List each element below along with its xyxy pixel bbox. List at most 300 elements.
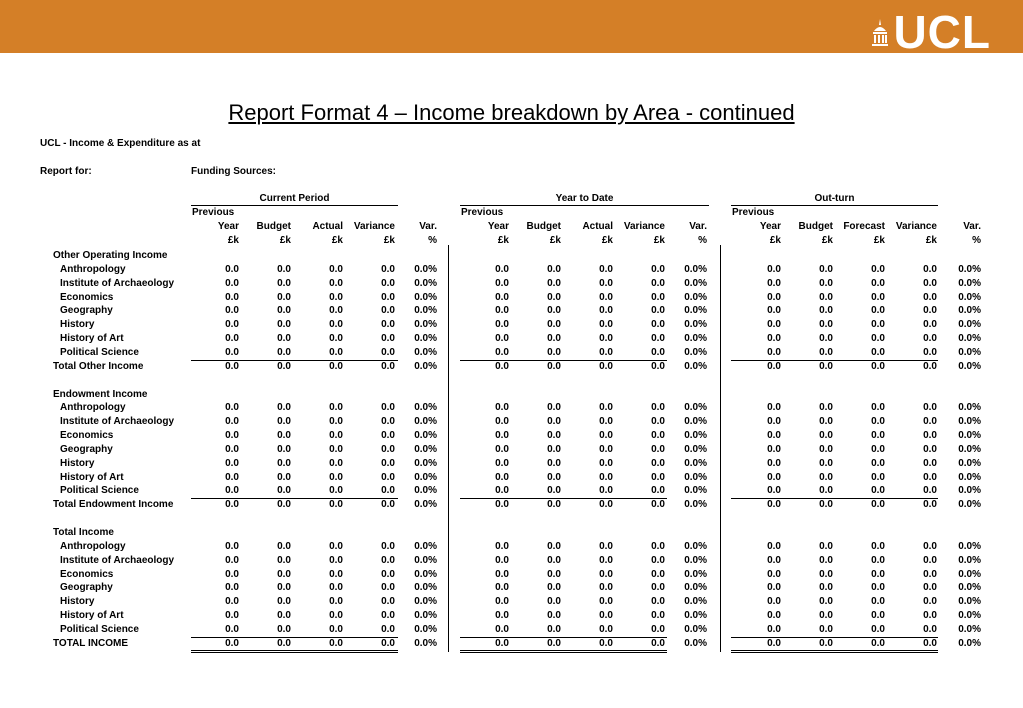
- column-header: Year: [487, 221, 509, 232]
- cell-value: 0.0%: [414, 596, 437, 608]
- report-for-label: Report for:: [40, 166, 92, 177]
- total-value: 0.0: [225, 499, 239, 511]
- cell-value: 0.0: [767, 416, 781, 428]
- cell-value: 0.0: [495, 540, 509, 552]
- cell-value: 0.0: [547, 623, 561, 635]
- cell-value: 0.0%: [684, 582, 707, 594]
- cell-value: 0.0: [381, 277, 395, 289]
- cell-value: 0.0%: [958, 319, 981, 331]
- cell-value: 0.0: [871, 443, 885, 455]
- cell-value: 0.0: [819, 443, 833, 455]
- cell-value: 0.0%: [958, 416, 981, 428]
- total-row-label: TOTAL INCOME: [53, 637, 128, 649]
- cell-value: 0.0: [277, 277, 291, 289]
- cell-value: 0.0%: [958, 540, 981, 552]
- page-title: Report Format 4 – Income breakdown by Area - continued: [228, 100, 795, 125]
- cell-value: 0.0: [599, 457, 613, 469]
- column-divider: [720, 245, 721, 652]
- cell-value: 0.0%: [684, 554, 707, 566]
- total-value: 0.0: [225, 360, 239, 372]
- cell-value: 0.0: [381, 568, 395, 580]
- cell-value: 0.0: [871, 471, 885, 483]
- row-label: Anthropology: [60, 540, 126, 552]
- row-label: Political Science: [60, 623, 139, 635]
- cell-value: 0.0%: [958, 291, 981, 303]
- total-value: 0.0: [599, 637, 613, 649]
- total-value: 0.0: [819, 637, 833, 649]
- cell-value: 0.0%: [958, 277, 981, 289]
- cell-value: 0.0%: [414, 402, 437, 414]
- column-header: £k: [925, 235, 937, 246]
- cell-value: 0.0%: [958, 610, 981, 622]
- cell-value: 0.0: [381, 457, 395, 469]
- cell-value: 0.0%: [958, 582, 981, 594]
- cell-value: 0.0: [599, 402, 613, 414]
- cell-value: 0.0: [923, 346, 937, 358]
- column-header: Previous: [732, 207, 775, 218]
- cell-value: 0.0: [381, 346, 395, 358]
- cell-value: 0.0: [277, 305, 291, 317]
- total-value: 0.0: [871, 637, 885, 649]
- cell-value: 0.0: [923, 582, 937, 594]
- cell-value: 0.0: [767, 291, 781, 303]
- cell-value: 0.0: [277, 582, 291, 594]
- cell-value: 0.0%: [684, 485, 707, 497]
- row-label: History of Art: [60, 333, 124, 345]
- cell-value: 0.0: [871, 582, 885, 594]
- total-value: 0.0: [599, 360, 613, 372]
- cell-value: 0.0: [277, 319, 291, 331]
- cell-value: 0.0: [871, 263, 885, 275]
- cell-value: 0.0: [599, 305, 613, 317]
- cell-value: 0.0: [819, 346, 833, 358]
- total-value: 0.0: [547, 499, 561, 511]
- cell-value: 0.0: [651, 416, 665, 428]
- cell-value: 0.0: [495, 471, 509, 483]
- cell-value: 0.0: [277, 291, 291, 303]
- total-value: 0.0: [767, 499, 781, 511]
- column-header: Year: [217, 221, 239, 232]
- cell-value: 0.0: [767, 471, 781, 483]
- column-header: £k: [601, 235, 613, 246]
- cell-value: 0.0: [329, 346, 343, 358]
- cell-value: 0.0: [819, 582, 833, 594]
- cell-value: 0.0: [495, 305, 509, 317]
- cell-value: 0.0: [329, 554, 343, 566]
- cell-value: 0.0: [225, 582, 239, 594]
- total-value: 0.0: [495, 499, 509, 511]
- cell-value: 0.0%: [414, 291, 437, 303]
- cell-value: 0.0: [381, 333, 395, 345]
- cell-value: 0.0%: [414, 582, 437, 594]
- total-value: 0.0%: [958, 499, 981, 511]
- cell-value: 0.0: [329, 305, 343, 317]
- cell-value: 0.0: [819, 554, 833, 566]
- cell-value: 0.0%: [958, 346, 981, 358]
- cell-value: 0.0: [819, 610, 833, 622]
- cell-value: 0.0: [495, 346, 509, 358]
- cell-value: 0.0: [381, 416, 395, 428]
- section-heading: Endowment Income: [53, 388, 148, 400]
- cell-value: 0.0: [599, 471, 613, 483]
- cell-value: 0.0: [495, 291, 509, 303]
- cell-value: 0.0: [225, 596, 239, 608]
- total-value: 0.0: [277, 637, 291, 649]
- row-label: Political Science: [60, 485, 139, 497]
- column-header: %: [972, 235, 981, 246]
- cell-value: 0.0: [871, 319, 885, 331]
- group-header: Out-turn: [731, 193, 938, 206]
- cell-value: 0.0%: [414, 346, 437, 358]
- cell-value: 0.0: [651, 540, 665, 552]
- cell-value: 0.0: [277, 416, 291, 428]
- cell-value: 0.0%: [684, 305, 707, 317]
- total-value: 0.0%: [684, 499, 707, 511]
- cell-value: 0.0: [381, 623, 395, 635]
- cell-value: 0.0: [547, 291, 561, 303]
- total-value: 0.0: [329, 499, 343, 511]
- total-value: 0.0%: [684, 637, 707, 649]
- total-value: 0.0%: [414, 360, 437, 372]
- cell-value: 0.0: [547, 610, 561, 622]
- cell-value: 0.0: [547, 416, 561, 428]
- row-label: Geography: [60, 582, 113, 594]
- column-header: £k: [383, 235, 395, 246]
- total-value: 0.0%: [958, 360, 981, 372]
- header-banner: [0, 0, 1023, 58]
- cell-value: 0.0: [923, 623, 937, 635]
- cell-value: 0.0: [819, 568, 833, 580]
- cell-value: 0.0: [277, 554, 291, 566]
- column-header: Variance: [623, 221, 665, 232]
- cell-value: 0.0: [225, 416, 239, 428]
- cell-value: 0.0: [871, 457, 885, 469]
- cell-value: 0.0%: [684, 263, 707, 275]
- column-header: Budget: [798, 221, 833, 232]
- cell-value: 0.0: [767, 485, 781, 497]
- cell-value: 0.0: [767, 277, 781, 289]
- column-header: Var.: [963, 221, 981, 232]
- cell-value: 0.0: [495, 263, 509, 275]
- cell-value: 0.0: [495, 582, 509, 594]
- cell-value: 0.0%: [684, 416, 707, 428]
- row-label: History: [60, 457, 95, 469]
- cell-value: 0.0: [277, 263, 291, 275]
- cell-value: 0.0: [599, 443, 613, 455]
- column-header: Year: [759, 221, 781, 232]
- cell-value: 0.0%: [958, 471, 981, 483]
- cell-value: 0.0: [767, 402, 781, 414]
- cell-value: 0.0: [923, 471, 937, 483]
- cell-value: 0.0: [381, 554, 395, 566]
- cell-value: 0.0: [381, 540, 395, 552]
- cell-value: 0.0: [871, 485, 885, 497]
- cell-value: 0.0: [819, 291, 833, 303]
- row-label: History: [60, 319, 95, 331]
- row-label: Economics: [60, 291, 114, 303]
- cell-value: 0.0: [871, 623, 885, 635]
- cell-value: 0.0: [225, 333, 239, 345]
- cell-value: 0.0: [651, 346, 665, 358]
- row-label: Geography: [60, 305, 113, 317]
- cell-value: 0.0: [871, 416, 885, 428]
- cell-value: 0.0: [547, 333, 561, 345]
- cell-value: 0.0: [329, 623, 343, 635]
- row-label: Institute of Archaeology: [60, 277, 175, 289]
- cell-value: 0.0%: [958, 554, 981, 566]
- section-heading: Total Income: [53, 527, 114, 538]
- column-header: Var.: [689, 221, 707, 232]
- cell-value: 0.0: [599, 319, 613, 331]
- cell-value: 0.0: [225, 443, 239, 455]
- cell-value: 0.0: [547, 554, 561, 566]
- portico-icon: [871, 17, 889, 47]
- funding-sources-label: Funding Sources:: [191, 166, 276, 177]
- total-row-label: Total Other Income: [53, 360, 144, 372]
- row-label: Economics: [60, 430, 114, 442]
- cell-value: 0.0: [547, 443, 561, 455]
- cell-value: 0.0: [495, 443, 509, 455]
- cell-value: 0.0%: [958, 305, 981, 317]
- column-header: Previous: [461, 207, 504, 218]
- cell-value: 0.0: [225, 346, 239, 358]
- cell-value: 0.0: [923, 333, 937, 345]
- cell-value: 0.0%: [958, 333, 981, 345]
- cell-value: 0.0%: [684, 568, 707, 580]
- cell-value: 0.0%: [684, 540, 707, 552]
- cell-value: 0.0: [923, 457, 937, 469]
- cell-value: 0.0: [381, 263, 395, 275]
- cell-value: 0.0%: [684, 623, 707, 635]
- cell-value: 0.0: [819, 596, 833, 608]
- cell-value: 0.0: [819, 623, 833, 635]
- cell-value: 0.0: [381, 471, 395, 483]
- cell-value: 0.0: [329, 568, 343, 580]
- total-double-rule: [191, 652, 398, 653]
- cell-value: 0.0: [277, 471, 291, 483]
- row-label: Institute of Archaeology: [60, 554, 175, 566]
- cell-value: 0.0: [871, 305, 885, 317]
- cell-value: 0.0: [767, 430, 781, 442]
- cell-value: 0.0: [329, 485, 343, 497]
- cell-value: 0.0: [651, 623, 665, 635]
- cell-value: 0.0: [495, 416, 509, 428]
- cell-value: 0.0: [329, 540, 343, 552]
- column-header: Variance: [895, 221, 937, 232]
- cell-value: 0.0: [923, 430, 937, 442]
- cell-value: 0.0%: [684, 291, 707, 303]
- cell-value: 0.0%: [414, 416, 437, 428]
- cell-value: 0.0: [225, 610, 239, 622]
- cell-value: 0.0: [277, 596, 291, 608]
- row-label: History of Art: [60, 610, 124, 622]
- cell-value: 0.0: [277, 540, 291, 552]
- cell-value: 0.0: [329, 277, 343, 289]
- cell-value: 0.0: [329, 582, 343, 594]
- cell-value: 0.0: [819, 333, 833, 345]
- cell-value: 0.0: [599, 333, 613, 345]
- cell-value: 0.0%: [414, 623, 437, 635]
- cell-value: 0.0%: [684, 319, 707, 331]
- cell-value: 0.0: [547, 596, 561, 608]
- cell-value: 0.0: [651, 554, 665, 566]
- cell-value: 0.0: [651, 305, 665, 317]
- cell-value: 0.0%: [684, 596, 707, 608]
- cell-value: 0.0: [225, 568, 239, 580]
- total-double-rule: [191, 650, 398, 651]
- total-value: 0.0: [277, 360, 291, 372]
- cell-value: 0.0: [225, 430, 239, 442]
- cell-value: 0.0%: [414, 471, 437, 483]
- cell-value: 0.0: [495, 457, 509, 469]
- total-value: 0.0: [547, 360, 561, 372]
- cell-value: 0.0: [329, 430, 343, 442]
- cell-value: 0.0: [381, 430, 395, 442]
- cell-value: 0.0: [767, 333, 781, 345]
- cell-value: 0.0: [923, 540, 937, 552]
- cell-value: 0.0: [871, 610, 885, 622]
- cell-value: 0.0: [599, 568, 613, 580]
- cell-value: 0.0: [767, 457, 781, 469]
- cell-value: 0.0%: [414, 277, 437, 289]
- cell-value: 0.0: [651, 471, 665, 483]
- cell-value: 0.0: [225, 623, 239, 635]
- total-value: 0.0: [381, 360, 395, 372]
- row-label: Anthropology: [60, 263, 126, 275]
- cell-value: 0.0: [495, 485, 509, 497]
- cell-value: 0.0: [599, 610, 613, 622]
- cell-value: 0.0: [767, 554, 781, 566]
- cell-value: 0.0: [651, 457, 665, 469]
- column-header: £k: [769, 235, 781, 246]
- column-header: Actual: [582, 221, 613, 232]
- cell-value: 0.0: [819, 402, 833, 414]
- cell-value: 0.0: [923, 554, 937, 566]
- cell-value: 0.0: [277, 623, 291, 635]
- cell-value: 0.0: [495, 623, 509, 635]
- total-double-rule: [460, 652, 667, 653]
- cell-value: 0.0: [225, 291, 239, 303]
- cell-value: 0.0%: [958, 457, 981, 469]
- cell-value: 0.0: [923, 305, 937, 317]
- column-header: £k: [227, 235, 239, 246]
- total-double-rule: [731, 652, 938, 653]
- cell-value: 0.0: [923, 416, 937, 428]
- total-double-rule: [731, 650, 938, 651]
- total-value: 0.0: [819, 360, 833, 372]
- cell-value: 0.0: [923, 443, 937, 455]
- total-value: 0.0%: [414, 499, 437, 511]
- cell-value: 0.0: [225, 305, 239, 317]
- cell-value: 0.0%: [414, 457, 437, 469]
- cell-value: 0.0: [547, 277, 561, 289]
- cell-value: 0.0: [767, 346, 781, 358]
- logo-text: UCL: [893, 6, 991, 58]
- cell-value: 0.0%: [958, 430, 981, 442]
- row-label: Political Science: [60, 346, 139, 358]
- cell-value: 0.0: [599, 291, 613, 303]
- cell-value: 0.0: [871, 568, 885, 580]
- cell-value: 0.0: [329, 471, 343, 483]
- column-header: £k: [497, 235, 509, 246]
- cell-value: 0.0: [329, 610, 343, 622]
- cell-value: 0.0: [381, 291, 395, 303]
- cell-value: 0.0: [381, 402, 395, 414]
- cell-value: 0.0: [923, 277, 937, 289]
- cell-value: 0.0: [767, 610, 781, 622]
- cell-value: 0.0: [819, 263, 833, 275]
- cell-value: 0.0: [495, 402, 509, 414]
- cell-value: 0.0: [547, 540, 561, 552]
- cell-value: 0.0: [225, 554, 239, 566]
- total-value: 0.0: [547, 637, 561, 649]
- cell-value: 0.0: [651, 568, 665, 580]
- row-label: History: [60, 596, 95, 608]
- cell-value: 0.0%: [414, 485, 437, 497]
- cell-value: 0.0: [871, 554, 885, 566]
- cell-value: 0.0%: [414, 333, 437, 345]
- cell-value: 0.0: [651, 333, 665, 345]
- cell-value: 0.0: [225, 277, 239, 289]
- cell-value: 0.0: [651, 485, 665, 497]
- total-value: 0.0: [871, 499, 885, 511]
- cell-value: 0.0%: [958, 485, 981, 497]
- cell-value: 0.0: [923, 485, 937, 497]
- cell-value: 0.0%: [684, 610, 707, 622]
- total-value: 0.0: [599, 499, 613, 511]
- cell-value: 0.0: [871, 346, 885, 358]
- cell-value: 0.0: [547, 402, 561, 414]
- cell-value: 0.0: [329, 416, 343, 428]
- cell-value: 0.0: [329, 319, 343, 331]
- cell-value: 0.0: [819, 457, 833, 469]
- row-label: Geography: [60, 443, 113, 455]
- cell-value: 0.0: [599, 263, 613, 275]
- cell-value: 0.0%: [684, 277, 707, 289]
- total-value: 0.0: [819, 499, 833, 511]
- cell-value: 0.0: [767, 568, 781, 580]
- cell-value: 0.0%: [684, 471, 707, 483]
- row-label: Economics: [60, 568, 114, 580]
- total-value: 0.0%: [958, 637, 981, 649]
- cell-value: 0.0: [495, 333, 509, 345]
- cell-value: 0.0%: [414, 443, 437, 455]
- cell-value: 0.0: [599, 554, 613, 566]
- cell-value: 0.0: [547, 485, 561, 497]
- cell-value: 0.0: [651, 291, 665, 303]
- cell-value: 0.0%: [958, 568, 981, 580]
- cell-value: 0.0: [495, 554, 509, 566]
- cell-value: 0.0: [495, 568, 509, 580]
- cell-value: 0.0: [547, 430, 561, 442]
- cell-value: 0.0: [767, 596, 781, 608]
- cell-value: 0.0: [819, 305, 833, 317]
- cell-value: 0.0: [651, 277, 665, 289]
- cell-value: 0.0: [651, 596, 665, 608]
- cell-value: 0.0: [495, 319, 509, 331]
- total-value: 0.0: [381, 499, 395, 511]
- cell-value: 0.0%: [414, 568, 437, 580]
- cell-value: 0.0: [599, 582, 613, 594]
- total-value: 0.0: [767, 360, 781, 372]
- cell-value: 0.0: [547, 457, 561, 469]
- cell-value: 0.0: [225, 471, 239, 483]
- total-value: 0.0: [871, 360, 885, 372]
- cell-value: 0.0: [225, 402, 239, 414]
- cell-value: 0.0: [871, 291, 885, 303]
- column-header: Budget: [256, 221, 291, 232]
- column-header: £k: [873, 235, 885, 246]
